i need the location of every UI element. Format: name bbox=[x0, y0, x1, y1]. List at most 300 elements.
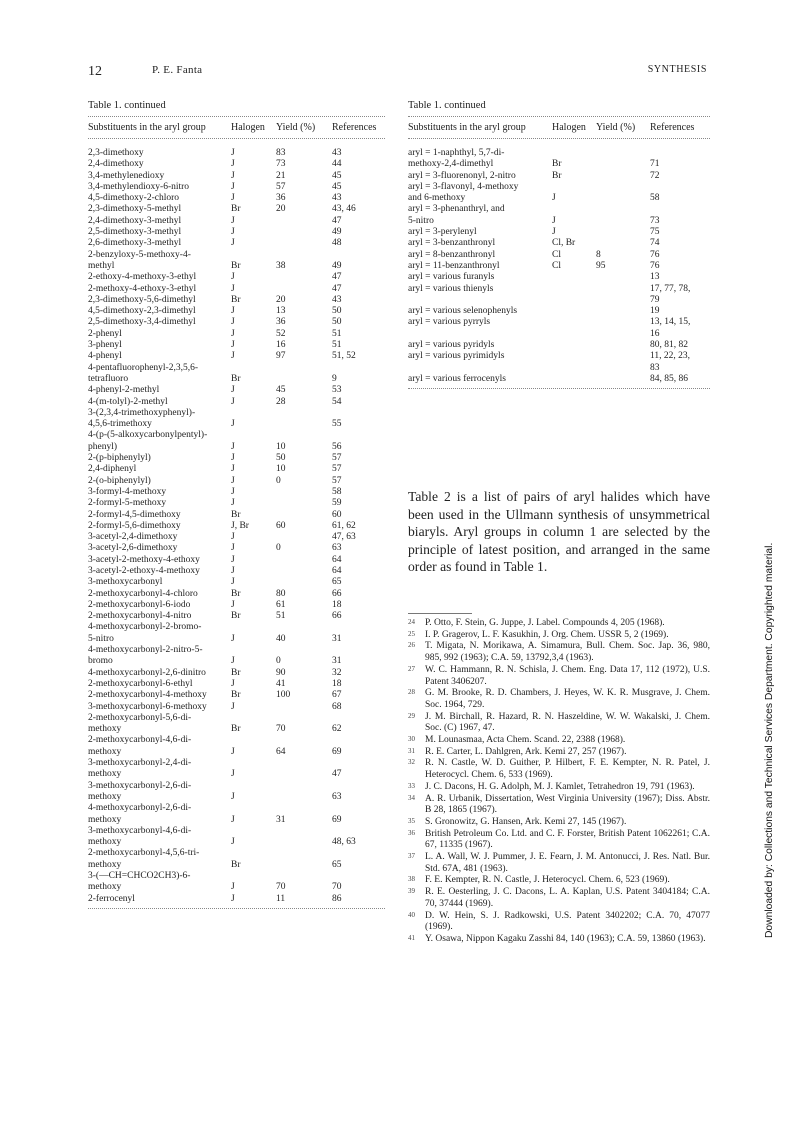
cell-references: 43, 46 bbox=[332, 204, 356, 215]
table-row bbox=[408, 182, 710, 193]
cell-substituent: 2,3-dimethoxy-5,6-dimethyl bbox=[88, 294, 196, 305]
cell-references: 48 bbox=[332, 238, 342, 249]
reference-item bbox=[408, 688, 710, 711]
table-row bbox=[88, 363, 385, 374]
body-paragraph: Table 2 is a list of pairs of aryl halides which have been used in the Ullmann synthesis of unsymmetrical biaryls. Aryl groups in column 1 are selected by the principle of latest position, and arranged in the same order as found in Table 1. bbox=[408, 489, 710, 575]
table-row bbox=[88, 758, 385, 769]
cell-substituent: 2-formyl-5,6-dimethoxy bbox=[88, 520, 181, 531]
cell-substituent: 3,4-methylendioxy-6-nitro bbox=[88, 181, 190, 192]
cell-substituent: aryl = 3-benzanthronyl bbox=[408, 238, 496, 249]
cell-substituent: 2-methoxycarbonyl-4,6-di- bbox=[88, 735, 192, 746]
cell-halogen: J bbox=[231, 746, 235, 757]
reference-text: J. C. Dacons, H. G. Adolph, M. J. Kamlet, Tetrahedron 19, 791 (1963). bbox=[425, 781, 695, 792]
cell-halogen: Br bbox=[552, 159, 562, 170]
cell-references: 18 bbox=[332, 678, 342, 689]
cell-halogen: J bbox=[231, 215, 235, 226]
cell-halogen bbox=[231, 713, 276, 724]
table-row bbox=[88, 769, 385, 780]
cell-halogen: J bbox=[231, 385, 235, 396]
right-table-header bbox=[408, 117, 710, 138]
table-row bbox=[88, 713, 385, 724]
cell-halogen bbox=[231, 622, 276, 633]
cell-substituent: aryl = 11-benzanthronyl bbox=[408, 260, 500, 271]
cell-halogen: J bbox=[231, 769, 235, 780]
table-row bbox=[88, 216, 385, 227]
cell-halogen bbox=[552, 374, 596, 385]
cell-halogen bbox=[231, 803, 276, 814]
cell-yield bbox=[596, 193, 650, 204]
cell-substituent: 2,3-dimethoxy-5-methyl bbox=[88, 204, 182, 215]
table-row bbox=[88, 679, 385, 690]
cell-references: 75 bbox=[650, 227, 660, 238]
cell-yield bbox=[596, 148, 650, 159]
cell-halogen bbox=[552, 329, 596, 340]
reference-text: A. R. Urbanik, Dissertation, West Virginia University (1967); Diss. Abstr. B 28, 1865 (1967). bbox=[425, 793, 710, 816]
reference-text: R. E. Oesterling, J. C. Dacons, L. A. Kaplan, U.S. Patent 3404184; C.A. 70, 37444 (1969). bbox=[425, 887, 710, 909]
cell-halogen bbox=[552, 363, 596, 374]
table-row bbox=[408, 216, 710, 227]
cell-references: 86 bbox=[332, 893, 342, 904]
cell-substituent: 2,3-dimethoxy bbox=[88, 148, 144, 158]
cell-yield bbox=[276, 758, 332, 769]
reference-number: 34 bbox=[408, 793, 415, 802]
table-row bbox=[88, 803, 385, 814]
reference-item bbox=[408, 782, 710, 794]
reference-number: 29 bbox=[408, 711, 415, 720]
cell-substituent: 4-phenyl bbox=[88, 351, 122, 362]
cell-halogen bbox=[231, 758, 276, 769]
table-row bbox=[88, 882, 385, 893]
cell-substituent: 4-(p-(5-alkoxycarbonylpentyl)- bbox=[88, 430, 208, 441]
cell-substituent: 5-nitro bbox=[88, 633, 114, 644]
reference-text: D. W. Hein, S. J. Radkowski, U.S. Patent 3402202; C.A. 70, 47077 (1969). bbox=[425, 910, 710, 933]
cell-references: 57 bbox=[332, 464, 342, 475]
cell-references: 11, 22, 23, bbox=[650, 351, 691, 362]
cell-references: 83 bbox=[650, 362, 660, 373]
cell-halogen bbox=[231, 735, 276, 746]
cell-halogen: Br bbox=[231, 294, 241, 305]
table-row bbox=[88, 204, 385, 215]
right-table-body bbox=[408, 139, 710, 385]
table-row bbox=[88, 408, 385, 419]
cell-yield: 20 bbox=[276, 204, 286, 215]
cell-yield: 51 bbox=[276, 611, 286, 622]
cell-yield bbox=[596, 329, 650, 340]
table-row bbox=[88, 261, 385, 272]
cell-substituent: 2-methoxycarbonyl-4-nitro bbox=[88, 611, 192, 622]
cell-yield bbox=[276, 216, 332, 227]
cell-references: 55 bbox=[332, 419, 342, 430]
cell-references: 13, 14, 15, bbox=[650, 317, 691, 328]
cell-yield: 0 bbox=[276, 475, 281, 486]
cell-substituent: 4-methoxycarbonyl-2-bromo- bbox=[88, 622, 202, 633]
cell-references: 72 bbox=[650, 170, 660, 181]
cell-yield: 50 bbox=[276, 453, 286, 464]
cell-substituent: methyl bbox=[88, 260, 115, 271]
cell-references: 58 bbox=[650, 193, 660, 204]
cell-yield bbox=[276, 555, 332, 566]
cell-yield bbox=[276, 419, 332, 430]
cell-references: 19 bbox=[650, 306, 660, 317]
cell-references: 43 bbox=[332, 193, 342, 204]
cell-references: 53 bbox=[332, 385, 342, 396]
cell-yield: 20 bbox=[276, 294, 286, 305]
cell-yield bbox=[596, 374, 650, 385]
cell-substituent: 4-(m-tolyl)-2-methyl bbox=[88, 396, 168, 407]
cell-substituent: 4-phenyl-2-methyl bbox=[88, 385, 160, 396]
cell-references bbox=[650, 204, 710, 215]
cell-substituent: 4,5,6-trimethoxy bbox=[88, 419, 152, 430]
cell-yield bbox=[276, 577, 332, 588]
cell-yield: 52 bbox=[276, 328, 286, 339]
cell-references: 56 bbox=[332, 441, 342, 452]
cell-substituent: aryl = various pyrryls bbox=[408, 317, 491, 328]
cell-yield: 97 bbox=[276, 351, 286, 362]
cell-halogen: J bbox=[231, 565, 235, 576]
table-row bbox=[88, 476, 385, 487]
cell-halogen bbox=[231, 430, 276, 441]
cell-references bbox=[332, 758, 385, 769]
table-row bbox=[88, 317, 385, 328]
cell-yield bbox=[596, 171, 650, 182]
cell-yield: 70 bbox=[276, 882, 286, 893]
reference-number: 31 bbox=[408, 746, 415, 755]
table-row bbox=[408, 261, 710, 272]
table-row bbox=[88, 272, 385, 283]
table-row bbox=[88, 284, 385, 295]
cell-halogen: J bbox=[231, 633, 235, 644]
reference-item bbox=[408, 911, 710, 934]
table-row bbox=[88, 577, 385, 588]
cell-halogen bbox=[231, 250, 276, 261]
table-row bbox=[408, 250, 710, 261]
table-row bbox=[88, 792, 385, 803]
cell-halogen: J bbox=[231, 272, 235, 283]
cell-substituent: 3-(—CH=CHCO2CH3)-6- bbox=[88, 871, 191, 881]
cell-halogen bbox=[552, 284, 596, 295]
right-table-caption: Table 1. continued bbox=[408, 100, 486, 111]
cell-references bbox=[332, 250, 385, 261]
cell-yield: 28 bbox=[276, 396, 286, 407]
cell-halogen bbox=[552, 317, 596, 328]
cell-yield bbox=[596, 216, 650, 227]
cell-references bbox=[332, 408, 385, 419]
cell-references: 51 bbox=[332, 328, 342, 339]
table-row bbox=[88, 724, 385, 735]
reference-item bbox=[408, 641, 710, 664]
cell-halogen bbox=[231, 363, 276, 374]
cell-yield bbox=[596, 182, 650, 193]
table-row bbox=[88, 148, 385, 159]
table-row bbox=[88, 159, 385, 170]
reference-item bbox=[408, 630, 710, 642]
cell-references: 61, 62 bbox=[332, 520, 356, 531]
cell-yield bbox=[276, 250, 332, 261]
reference-item bbox=[408, 875, 710, 887]
cell-references bbox=[332, 430, 385, 441]
cell-substituent: methoxy bbox=[88, 882, 122, 893]
cell-substituent: 4,5-dimethoxy-2,3-dimethyl bbox=[88, 306, 196, 317]
cell-references: 65 bbox=[332, 859, 342, 870]
table-row bbox=[408, 340, 710, 351]
cell-references: 73 bbox=[650, 215, 660, 226]
cell-yield bbox=[276, 532, 332, 543]
cell-substituent: 5-nitro bbox=[408, 215, 434, 226]
cell-yield: 13 bbox=[276, 306, 286, 317]
cell-halogen: J bbox=[231, 656, 235, 667]
cell-halogen bbox=[552, 351, 596, 362]
cell-yield bbox=[276, 272, 332, 283]
cell-substituent: 2-(p-biphenylyl) bbox=[88, 453, 151, 464]
cell-substituent: 2-methoxy-4-ethoxy-3-ethyl bbox=[88, 283, 197, 294]
cell-yield bbox=[596, 272, 650, 283]
cell-references: 44 bbox=[332, 159, 342, 170]
cell-halogen: J bbox=[231, 238, 235, 249]
cell-yield bbox=[276, 284, 332, 295]
cell-substituent: methoxy bbox=[88, 837, 122, 848]
cell-halogen bbox=[231, 408, 276, 419]
cell-references: 57 bbox=[332, 475, 342, 486]
table-bottom-rule bbox=[88, 908, 385, 909]
cell-yield bbox=[596, 306, 650, 317]
table-row bbox=[88, 735, 385, 746]
cell-halogen: J bbox=[231, 532, 235, 543]
reference-item bbox=[408, 817, 710, 829]
cell-yield: 80 bbox=[276, 588, 286, 599]
cell-halogen: J bbox=[231, 599, 235, 610]
cell-yield: 16 bbox=[276, 340, 286, 351]
cell-yield bbox=[276, 837, 332, 848]
cell-references: 50 bbox=[332, 306, 342, 317]
reference-text: I. P. Gragerov, L. F. Kasukhin, J. Org. Chem. USSR 5, 2 (1969). bbox=[425, 629, 669, 640]
reference-number: 32 bbox=[408, 758, 415, 767]
cell-yield bbox=[276, 566, 332, 577]
cell-references bbox=[332, 363, 385, 374]
cell-yield bbox=[276, 860, 332, 871]
cell-references: 54 bbox=[332, 396, 342, 407]
cell-references bbox=[332, 735, 385, 746]
cell-halogen bbox=[552, 182, 596, 193]
reference-text: M. Lounasmaa, Acta Chem. Scand. 22, 2388 (1968). bbox=[425, 735, 626, 746]
reference-number: 40 bbox=[408, 910, 415, 919]
table-row bbox=[88, 871, 385, 882]
table-row bbox=[88, 238, 385, 249]
cell-references: 49 bbox=[332, 227, 342, 238]
table-row bbox=[408, 284, 710, 295]
table-row bbox=[88, 566, 385, 577]
page-number: 12 bbox=[88, 64, 102, 79]
cell-yield bbox=[276, 781, 332, 792]
cell-references: 71 bbox=[650, 159, 660, 170]
cell-substituent: aryl = various pyrimidyls bbox=[408, 351, 505, 362]
table-row bbox=[88, 351, 385, 362]
cell-references: 17, 77, 78, bbox=[650, 283, 691, 294]
table-row bbox=[88, 498, 385, 509]
table-row bbox=[408, 204, 710, 215]
cell-halogen: J bbox=[231, 227, 235, 238]
cell-references: 66 bbox=[332, 588, 342, 599]
cell-yield: 61 bbox=[276, 599, 286, 610]
cell-references bbox=[650, 148, 710, 159]
cell-yield bbox=[276, 498, 332, 509]
reference-item bbox=[408, 794, 710, 817]
cell-yield bbox=[276, 735, 332, 746]
cell-substituent bbox=[408, 363, 552, 374]
cell-halogen: J bbox=[231, 543, 235, 554]
reference-item bbox=[408, 747, 710, 759]
cell-yield bbox=[276, 487, 332, 498]
reference-text: British Petroleum Co. Ltd. and C. F. Forster, British Patent 1062261; C.A. 67, 11335 (1967). bbox=[425, 828, 710, 851]
table-row bbox=[88, 397, 385, 408]
cell-substituent: aryl = 3-phenanthryl, and bbox=[408, 204, 505, 215]
table-row bbox=[408, 374, 710, 385]
cell-references: 51, 52 bbox=[332, 351, 356, 362]
cell-yield: 70 bbox=[276, 724, 286, 735]
table-row bbox=[408, 227, 710, 238]
cell-references: 51 bbox=[332, 340, 342, 351]
reference-item bbox=[408, 887, 710, 910]
reference-text: S. Gronowitz, G. Hansen, Ark. Kemi 27, 145 (1967). bbox=[425, 816, 627, 827]
cell-yield: 36 bbox=[276, 317, 286, 328]
cell-halogen bbox=[552, 295, 596, 306]
cell-halogen: Br bbox=[552, 170, 562, 181]
cell-substituent: 2-ethoxy-4-methoxy-3-ethyl bbox=[88, 272, 197, 283]
reference-text: L. A. Wall, W. J. Pummer, J. E. Fearn, J. M. Antonucci, J. Res. Natl. Bur. Std. 67A, 481 (1963). bbox=[425, 852, 710, 874]
table-row bbox=[88, 306, 385, 317]
cell-substituent: 4-pentafluorophenyl-2,3,5,6- bbox=[88, 362, 199, 373]
cell-substituent: 2-methoxycarbonyl-4,5,6-tri- bbox=[88, 848, 200, 859]
cell-substituent: 3-formyl-4-methoxy bbox=[88, 486, 167, 497]
table-row bbox=[88, 487, 385, 498]
reference-item bbox=[408, 665, 710, 688]
reference-text: W. C. Hammann, R. N. Schisla, J. Chem. Eng. Data 17, 112 (1972), U.S. Patent 3406207. bbox=[425, 664, 710, 687]
cell-halogen: Br bbox=[231, 373, 241, 384]
cell-yield bbox=[276, 871, 332, 882]
table-row bbox=[88, 668, 385, 679]
cell-halogen: J bbox=[231, 351, 235, 362]
header-halogen: Halogen bbox=[552, 122, 586, 133]
cell-references: 45 bbox=[332, 170, 342, 181]
table-row bbox=[408, 171, 710, 182]
cell-yield bbox=[596, 295, 650, 306]
table-row bbox=[88, 442, 385, 453]
cell-halogen: Br bbox=[231, 611, 241, 622]
cell-substituent: 2,4-dimethoxy bbox=[88, 159, 144, 170]
cell-references: 43 bbox=[332, 148, 342, 158]
cell-halogen: Br bbox=[231, 724, 241, 735]
table-row bbox=[88, 837, 385, 848]
cell-yield: 31 bbox=[276, 814, 286, 825]
cell-halogen bbox=[552, 204, 596, 215]
cell-yield: 10 bbox=[276, 464, 286, 475]
reference-number: 25 bbox=[408, 629, 415, 638]
cell-yield: 100 bbox=[276, 690, 291, 701]
cell-halogen bbox=[231, 826, 276, 837]
cell-substituent: bromo bbox=[88, 656, 113, 667]
cell-halogen: J bbox=[231, 159, 235, 170]
cell-references: 9 bbox=[332, 373, 337, 384]
table-row bbox=[408, 238, 710, 249]
cell-substituent: aryl = various ferrocenyls bbox=[408, 373, 506, 384]
cell-references: 66 bbox=[332, 611, 342, 622]
reference-text: T. Migata, N. Morikawa, A. Simamura, Bull. Chem. Soc. Jap. 36, 980, 985, 992 (1963); C.A. 59, 13792,3,4 (1963). bbox=[425, 641, 710, 664]
cell-halogen: J bbox=[231, 701, 235, 712]
cell-references: 13 bbox=[650, 272, 660, 283]
cell-references: 47 bbox=[332, 272, 342, 283]
table-row bbox=[88, 453, 385, 464]
cell-yield bbox=[276, 408, 332, 419]
table-row bbox=[408, 351, 710, 362]
cell-yield: 45 bbox=[276, 385, 286, 396]
cell-halogen bbox=[552, 272, 596, 283]
cell-substituent: 2,4-dimethoxy-3-methyl bbox=[88, 215, 182, 226]
cell-yield bbox=[596, 363, 650, 374]
cell-references: 16 bbox=[650, 328, 660, 339]
cell-substituent: 3-acetyl-2-methoxy-4-ethoxy bbox=[88, 554, 200, 565]
reference-text: J. M. Birchall, R. Hazard, R. N. Haszeldine, W. W. Wakalski, J. Chem. Soc. (C) 1967, 47. bbox=[425, 711, 710, 734]
table-row bbox=[88, 430, 385, 441]
cell-references: 57 bbox=[332, 453, 342, 464]
cell-halogen: J bbox=[552, 193, 556, 204]
table-row bbox=[408, 295, 710, 306]
cell-halogen: J, Br bbox=[231, 520, 249, 531]
cell-halogen: Cl bbox=[552, 249, 561, 260]
cell-substituent: 3-acetyl-2-ethoxy-4-methoxy bbox=[88, 565, 200, 576]
cell-substituent: 2-methoxycarbonyl-4-methoxy bbox=[88, 690, 207, 701]
table-row bbox=[88, 611, 385, 622]
table-row bbox=[88, 781, 385, 792]
running-author: P. E. Fanta bbox=[152, 64, 203, 76]
left-table-body bbox=[88, 139, 385, 905]
footnote-rule bbox=[408, 613, 472, 614]
table-row bbox=[88, 555, 385, 566]
reference-item bbox=[408, 618, 710, 630]
cell-substituent: 4-methoxycarbonyl-2,6-di- bbox=[88, 803, 192, 814]
cell-halogen: J bbox=[552, 227, 556, 238]
cell-substituent: aryl = various pyridyls bbox=[408, 340, 495, 351]
cell-yield bbox=[276, 374, 332, 385]
cell-references: 76 bbox=[650, 260, 660, 271]
cell-halogen: Br bbox=[231, 588, 241, 599]
cell-substituent: aryl = 1-naphthyl, 5,7-di- bbox=[408, 148, 505, 158]
reference-text: Y. Osawa, Nippon Kagaku Zasshi 84, 140 (1963); C.A. 59, 13860 (1963). bbox=[425, 933, 706, 944]
cell-substituent: aryl = various furanyls bbox=[408, 272, 495, 283]
cell-yield bbox=[276, 510, 332, 521]
cell-yield bbox=[276, 826, 332, 837]
cell-halogen: J bbox=[231, 882, 235, 893]
cell-substituent: aryl = 3-fluorenonyl, 2-nitro bbox=[408, 170, 516, 181]
reference-item bbox=[408, 758, 710, 781]
reference-number: 41 bbox=[408, 933, 415, 942]
reference-item bbox=[408, 852, 710, 875]
table-row bbox=[408, 306, 710, 317]
cell-substituent: 4,5-dimethoxy-2-chloro bbox=[88, 193, 180, 204]
cell-yield: 95 bbox=[596, 260, 606, 271]
cell-yield: 57 bbox=[276, 181, 286, 192]
cell-halogen bbox=[231, 781, 276, 792]
cell-references: 74 bbox=[650, 238, 660, 249]
cell-references bbox=[332, 781, 385, 792]
reference-item bbox=[408, 829, 710, 852]
reference-number: 37 bbox=[408, 852, 415, 861]
cell-references bbox=[332, 871, 385, 882]
cell-halogen: Br bbox=[231, 260, 241, 271]
cell-substituent: 2-formyl-5-methoxy bbox=[88, 498, 167, 509]
cell-references: 68 bbox=[332, 701, 342, 712]
cell-halogen: Br bbox=[231, 667, 241, 678]
cell-halogen: J bbox=[231, 170, 235, 181]
header-references: References bbox=[650, 122, 695, 133]
